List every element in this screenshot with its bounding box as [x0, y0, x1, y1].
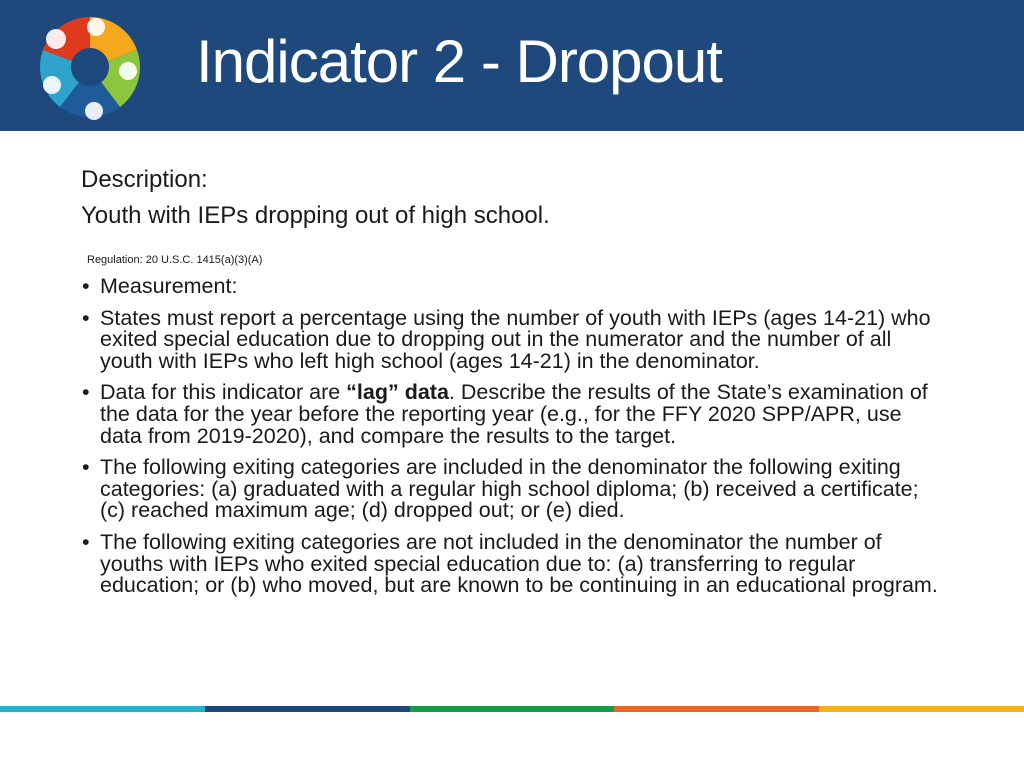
bullet-icon: • — [82, 305, 90, 330]
footer-color-bar — [0, 706, 1024, 712]
logo-icon — [34, 12, 146, 122]
bullet-icon: • — [82, 455, 90, 480]
title-bar — [0, 0, 1024, 131]
footer-segment-orange — [614, 706, 819, 712]
bullet-text: The following exiting categories are not included in the denominator the number of youths with IEPs who exited special education due to: (a) transferring to regular education; or (b) who moved, but are known to be continuing in an educational program. — [100, 529, 938, 598]
footer-segment-yellow — [819, 706, 1024, 712]
page-title: Indicator 2 - Dropout — [196, 28, 722, 95]
bullet-text: Measurement: — [100, 274, 238, 298]
bullet-text: The following exiting categories are included in the denominator the following exiting categories: (a) graduated with a regular high school diploma; (b) received a certificate; (c) reached maximum age; (d) dropped out; or (e) died. — [100, 455, 919, 523]
bullet-item — [81, 305, 961, 373]
bullet-icon: • — [82, 274, 90, 298]
description-text: Youth with IEPs dropping out of high school. — [81, 202, 550, 229]
bullet-item — [81, 276, 961, 298]
bullet-text: States must report a percentage using the number of youth with IEPs (ages 14-21) who exited special education due to dropping out in the numerator and the number of all youth with IEPs who left high school (ages 14-21) in the denominator. — [100, 305, 931, 373]
bullet-icon: • — [82, 529, 90, 554]
regulation-citation: Regulation: 20 U.S.C. 1415(a)(3)(A) — [87, 254, 263, 266]
footer-segment-green — [410, 706, 615, 712]
bullet-item — [81, 382, 961, 447]
footer-segment-navy — [205, 706, 410, 712]
bullet-emphasis: “lag” data — [346, 380, 449, 405]
slide-body — [81, 162, 961, 607]
bullet-text: Data for this indicator are — [100, 380, 347, 405]
footer-segment-teal — [0, 706, 205, 712]
bullet-item — [81, 529, 961, 598]
bullet-list — [81, 276, 961, 597]
bullet-text: . Describe the results of the State’s examination of the data for the year before the reporting year (e.g., for the FFY 2020 SPP/APR, use data from 2019-2020), and compare the results to the target. — [100, 380, 928, 448]
bullet-item — [81, 457, 961, 522]
bullet-icon: • — [82, 380, 90, 405]
description-label: Description: — [81, 166, 208, 193]
